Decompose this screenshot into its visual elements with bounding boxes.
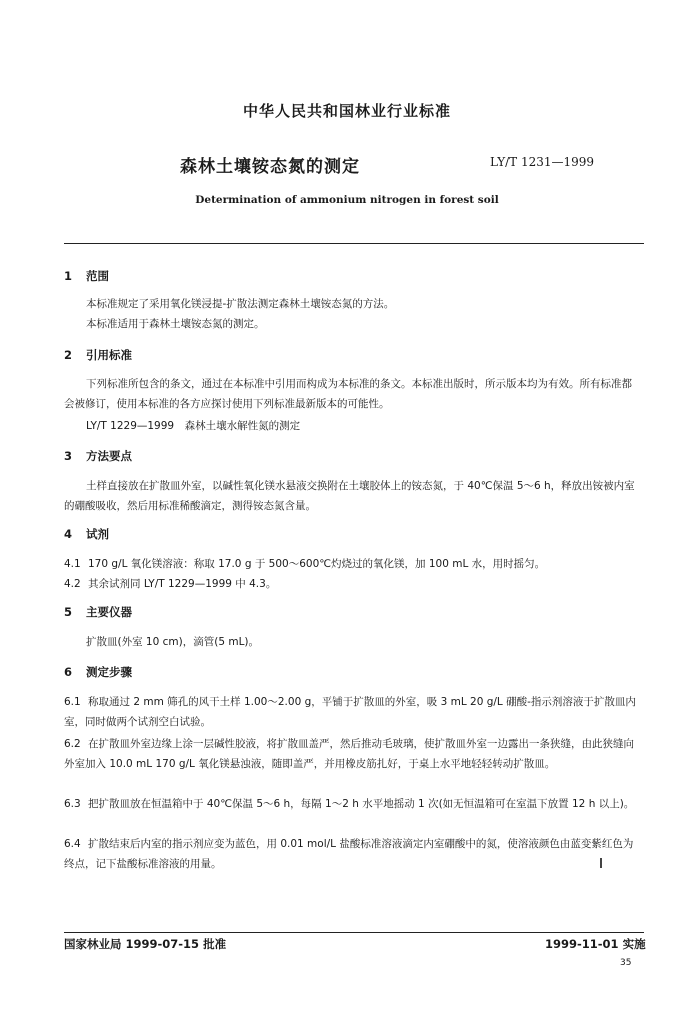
section-5-heading xyxy=(64,604,132,620)
clause-6-4 xyxy=(64,834,642,874)
section-title: 试剂 xyxy=(86,527,109,541)
clause-text: 170 g/L 氧化镁溶液：称取 17.0 g 于 500～600℃灼烧过的氧化镁，加 100 mL 水，用时摇匀。 xyxy=(88,558,546,570)
english-title: Determination of ammonium nitrogen in forest soil xyxy=(195,194,499,206)
section-5-paragraph: 扩散皿(外室 10 cm)，滴管(5 mL)。 xyxy=(86,636,260,648)
section-title: 范围 xyxy=(86,269,109,283)
section-title: 引用标准 xyxy=(86,348,132,362)
section-1-paragraph-2: 本标准适用于森林土壤铵态氮的测定。 xyxy=(86,318,265,330)
footer-divider xyxy=(64,932,644,933)
section-3-paragraph: 土样直接放在扩散皿外室，以碱性氧化镁水悬液交换附在土壤胶体上的铵态氮，于 40℃保温 5～6 h，释放出铵被内室的硼酸吸收，然后用标准稀酸滴定，测得铵态氮含量。 xyxy=(64,480,635,512)
clause-number: 4.2 xyxy=(64,578,81,590)
page-number: 35 xyxy=(620,958,632,968)
section-number: 3 xyxy=(64,449,73,463)
clause-number: 6.1 xyxy=(64,696,81,708)
section-number: 4 xyxy=(64,527,73,541)
clause-number: 4.1 xyxy=(64,558,81,570)
section-4-heading xyxy=(64,526,109,542)
clause-text: 称取通过 2 mm 筛孔的风干土样 1.00～2.00 g，平铺于扩散皿的外室，吸 3 mL 20 g/L 硼酸-指示剂溶液于扩散皿内室，同时做两个试剂空白试验。 xyxy=(64,696,636,728)
document-title: 森林土壤铵态氮的测定 xyxy=(180,157,360,177)
section-title: 测定步骤 xyxy=(86,665,132,679)
header-divider xyxy=(64,243,644,244)
standard-code: LY/T 1231—1999 xyxy=(490,155,595,169)
clause-text: 在扩散皿外室边缘上涂一层碱性胶液，将扩散皿盖严，然后推动毛玻璃，使扩散皿外室一边露出一条狭缝，由此狭缝向外室加入 10.0 mL 170 g/L 氧化镁悬浊液，随即盖严，并用橡皮筋扎好，于桌上水平地轻轻转动扩散皿。 xyxy=(64,738,634,770)
approval-date: 国家林业局 1999-07-15 批准 xyxy=(64,937,227,951)
industry-standard-heading: 中华人民共和国林业行业标准 xyxy=(242,102,451,120)
section-3-heading xyxy=(64,448,132,464)
clause-4-1 xyxy=(64,554,642,574)
clause-text: 其余试剂同 LY/T 1229—1999 中 4.3。 xyxy=(88,578,277,590)
clause-6-2 xyxy=(64,734,642,774)
section-number: 6 xyxy=(64,665,73,679)
margin-mark xyxy=(600,858,602,868)
section-number: 1 xyxy=(64,269,73,283)
section-2-reference: LY/T 1229—1999 森林土壤水解性氮的测定 xyxy=(86,420,301,432)
section-1-paragraph-1: 本标准规定了采用氧化镁浸提-扩散法测定森林土壤铵态氮的方法。 xyxy=(86,298,395,310)
section-2-heading xyxy=(64,347,132,363)
section-title: 方法要点 xyxy=(86,449,132,463)
section-number: 2 xyxy=(64,348,73,362)
clause-text: 把扩散皿放在恒温箱中于 40℃保温 5～6 h，每隔 1～2 h 水平地摇动 1 次(如无恒温箱可在室温下放置 12 h 以上)。 xyxy=(88,798,635,810)
clause-6-3 xyxy=(64,794,642,814)
section-6-heading xyxy=(64,664,132,680)
section-title: 主要仪器 xyxy=(86,605,132,619)
effective-date: 1999-11-01 实施 xyxy=(545,937,646,951)
clause-text: 扩散结束后内室的指示剂应变为蓝色，用 0.01 mol/L 盐酸标准溶液滴定内室硼酸中的氮，使溶液颜色由蓝变紫红色为终点，记下盐酸标准溶液的用量。 xyxy=(64,838,634,870)
section-2-paragraph-1: 下列标准所包含的条文，通过在本标准中引用而构成为本标准的条文。本标准出版时，所示版本均为有效。所有标准都会被修订，使用本标准的各方应探讨使用下列标准最新版本的可能性。 xyxy=(64,378,632,410)
clause-number: 6.3 xyxy=(64,798,81,810)
section-number: 5 xyxy=(64,605,73,619)
section-1-heading xyxy=(64,268,109,284)
clause-4-2 xyxy=(64,574,642,594)
clause-6-1 xyxy=(64,692,642,732)
clause-number: 6.4 xyxy=(64,838,81,850)
clause-number: 6.2 xyxy=(64,738,81,750)
